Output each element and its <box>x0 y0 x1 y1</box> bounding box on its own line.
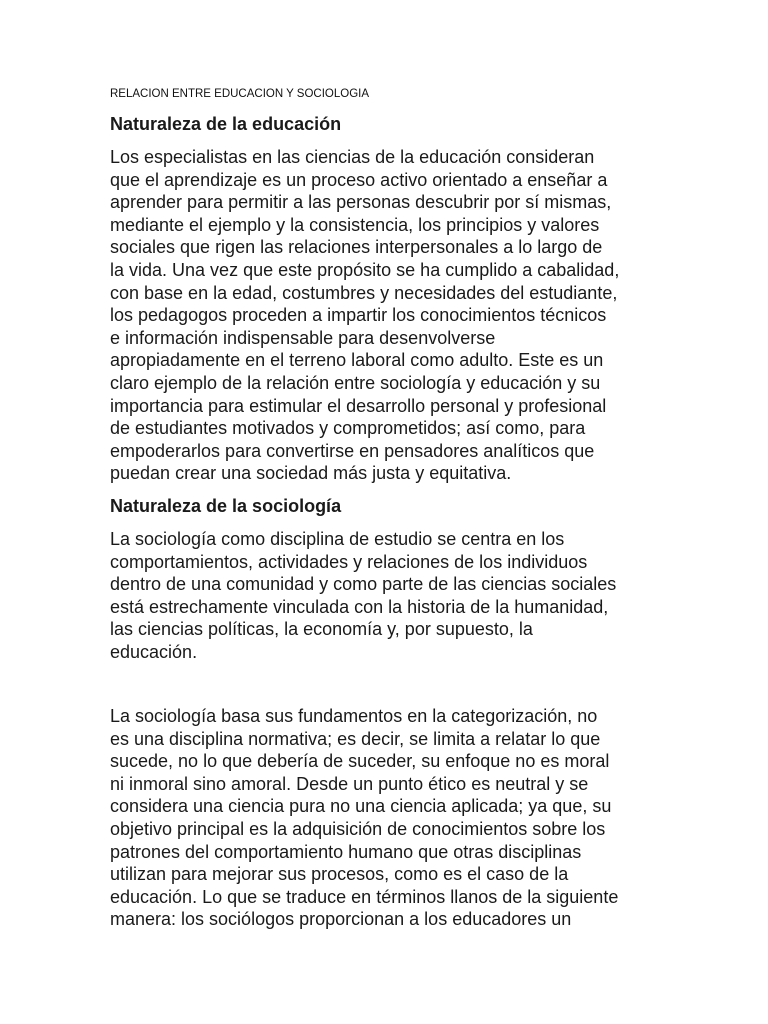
document-title: RELACION ENTRE EDUCACION Y SOCIOLOGIA <box>110 88 370 100</box>
paragraph-line: e información indispensable para desenvolverse <box>110 327 496 348</box>
paragraph-line: La sociología basa sus fundamentos en la categorización, no <box>110 706 598 726</box>
paragraph-line: sociales que rigen las relaciones interpersonales a lo largo de <box>110 237 603 258</box>
paragraph-line: ni inmoral sino amoral. Desde un punto ético es neutral y se <box>110 773 589 794</box>
paragraph-line: objetivo principal es la adquisición de conocimientos sobre los <box>110 818 606 839</box>
paragraph-line: comportamientos, actividades y relaciones de los individuos <box>110 551 588 572</box>
paragraph-line: La sociología como disciplina de estudio se centra en los <box>110 529 565 549</box>
paragraph-line: está estrechamente vinculada con la historia de la humanidad, <box>110 596 609 617</box>
paragraph-line: educación. <box>110 641 198 662</box>
paragraph-line: que el aprendizaje es un proceso activo orientado a enseñar a <box>110 169 608 190</box>
paragraph-line: educación. Lo que se traduce en términos llanos de la siguiente <box>110 886 619 907</box>
paragraph-line: los pedagogos proceden a impartir los conocimientos técnicos <box>110 305 607 326</box>
paragraph-line: importancia para estimular el desarrollo personal y profesional <box>110 395 607 416</box>
paragraph-sociologia-1 <box>110 528 670 664</box>
paragraph-line: claro ejemplo de la relación entre sociología y educación y su <box>110 372 601 393</box>
paragraph-line: utilizan para mejorar sus procesos, como es el caso de la <box>110 864 569 885</box>
paragraph-line: sucede, no lo que debería de suceder, su enfoque no es moral <box>110 751 610 772</box>
paragraph-line: empoderarlos para convertirse en pensadores analíticos que <box>110 440 595 461</box>
section-heading-sociologia: Naturaleza de la sociología <box>110 496 342 516</box>
paragraph-educacion <box>110 146 670 485</box>
paragraph-line: apropiadamente en el terreno laboral como adulto. Este es un <box>110 350 604 371</box>
paragraph-line: manera: los sociólogos proporcionan a los educadores un <box>110 909 572 930</box>
paragraph-line: mediante el ejemplo y la consistencia, los principios y valores <box>110 214 600 235</box>
paragraph-line: Los especialistas en las ciencias de la educación consideran <box>110 147 595 167</box>
paragraph-line: es una disciplina normativa; es decir, se limita a relatar lo que <box>110 728 601 749</box>
paragraph-line: patrones del comportamiento humano que otras disciplinas <box>110 841 582 862</box>
paragraph-line: con base en la edad, costumbres y necesidades del estudiante, <box>110 282 618 303</box>
paragraph-line: de estudiantes motivados y comprometidos; así como, para <box>110 418 586 439</box>
paragraph-line: dentro de una comunidad y como parte de las ciencias sociales <box>110 574 617 595</box>
paragraph-line: aprender para permitir a las personas descubrir por sí mismas, <box>110 192 612 213</box>
paragraph-line: considera una ciencia pura no una ciencia aplicada; ya que, su <box>110 796 612 817</box>
paragraph-line: la vida. Una vez que este propósito se ha cumplido a cabalidad, <box>110 259 620 280</box>
section-heading-educacion: Naturaleza de la educación <box>110 114 342 134</box>
paragraph-line: puedan crear una sociedad más justa y equitativa. <box>110 463 512 484</box>
paragraph-sociologia-2 <box>110 705 670 931</box>
paragraph-line: las ciencias políticas, la economía y, por supuesto, la <box>110 619 533 640</box>
